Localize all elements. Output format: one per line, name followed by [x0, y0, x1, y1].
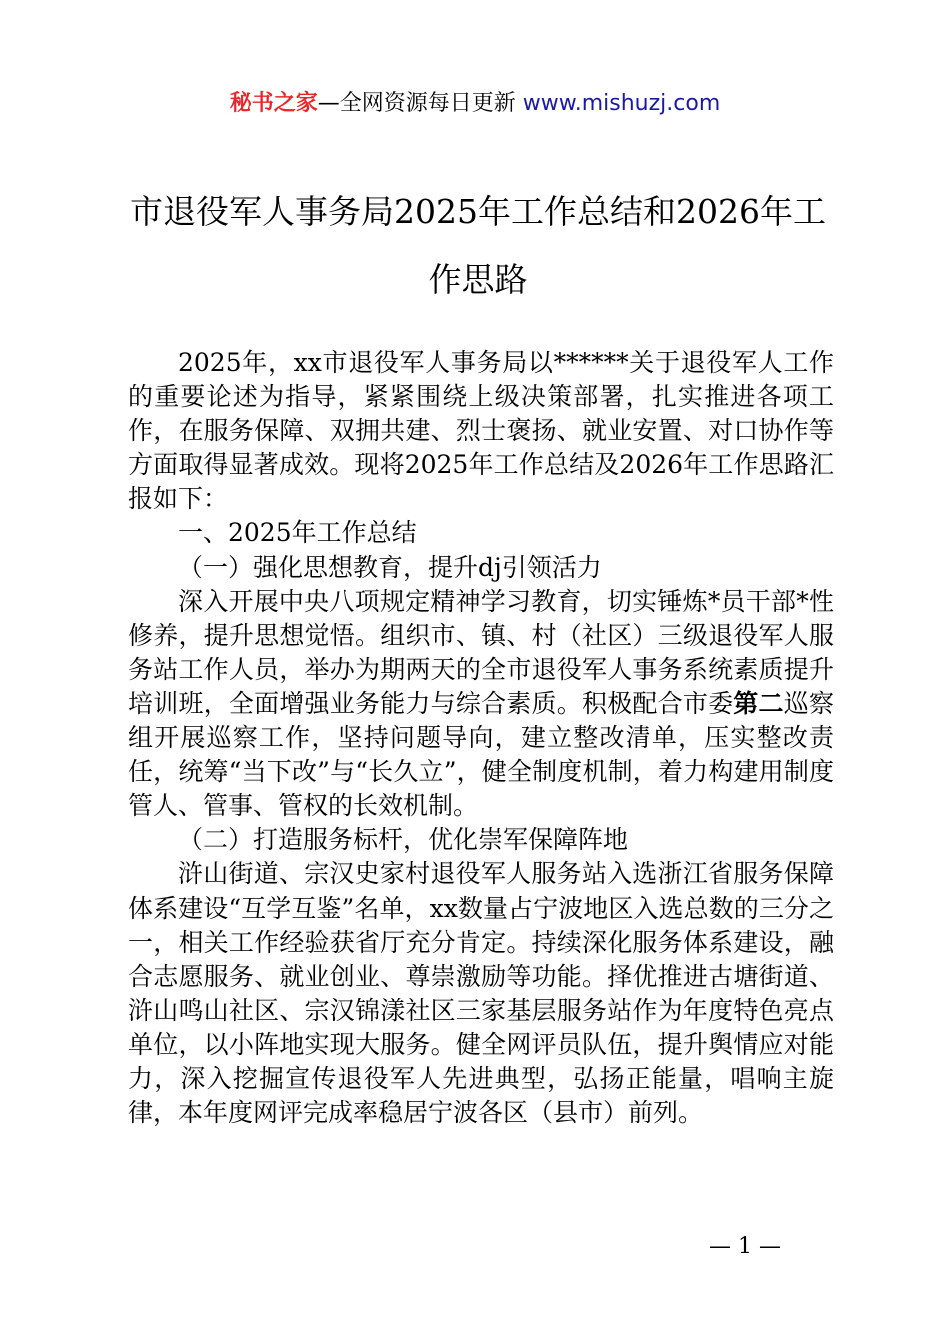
- site-url-link[interactable]: www.mishuzj.com: [522, 91, 721, 116]
- document-title: 市退役军人事务局2025年工作总结和2026年工作思路: [130, 192, 826, 299]
- site-brand: 秘书之家: [229, 91, 318, 116]
- document-body: [128, 346, 834, 1130]
- subsection-heading-education: （一）强化思想教育，提升dj引领活力: [178, 552, 602, 582]
- section-heading-summary: 一、2025年工作总结: [178, 518, 417, 548]
- site-tagline: —全网资源每日更新: [317, 91, 523, 116]
- education-bold-text: 第二: [733, 688, 784, 718]
- service-paragraph: 浒山街道、宗汉史家村退役军人服务站入选浙江省服务保障体系建设“互学互鉴”名单，xx数量占宁波地区入选总数的三分之一，相关工作经验获省厅充分肯定。持续深化服务体系建设，融合志愿服务、就业创业、尊崇激励等功能。择优推进古塘街道、浒山鸣山社区、宗汉锦漾社区三家基层服务站作为年度特色亮点单位，以小阵地实现大服务。健全网评员队伍，提升舆情应对能力，深入挖掘宣传退役军人先进典型，弘扬正能量，唱响主旋律，本年度网评完成率稳居宁波各区（县市）前列。: [128, 859, 834, 1128]
- site-header: [0, 88, 950, 120]
- education-text-part1: 深入开展中央八项规定精神学习教育，切实锤炼*员干部*性修养，提升思想觉悟。组织市、镇、村（社区）三级退役军人服务站工作人员，举办为期两天的全市退役军人事务系统素质提升培训班，全面增强业务能力与综合素质。积极配合市委: [128, 586, 834, 718]
- subsection-heading-service: （二）打造服务标杆，优化崇军保障阵地: [178, 825, 629, 855]
- intro-paragraph: 2025年，xx市退役军人事务局以******关于退役军人工作的重要论述为指导，紧紧围绕上级决策部署，扎实推进各项工作，在服务保障、双拥共建、烈士褒扬、就业安置、对口协作等方面取得显著成效。现将2025年工作总结及2026年工作思路汇报如下：: [128, 348, 834, 514]
- education-text-part2: 巡察组开展巡察工作，坚持问题导向，建立整改清单，压实整改责任，统筹“当下改”与“长久立”，健全制度机制，着力构建用制度管人、管事、管权的长效机制。: [128, 688, 834, 821]
- education-paragraph: [128, 585, 834, 824]
- page-number: — 1 —: [709, 1234, 781, 1259]
